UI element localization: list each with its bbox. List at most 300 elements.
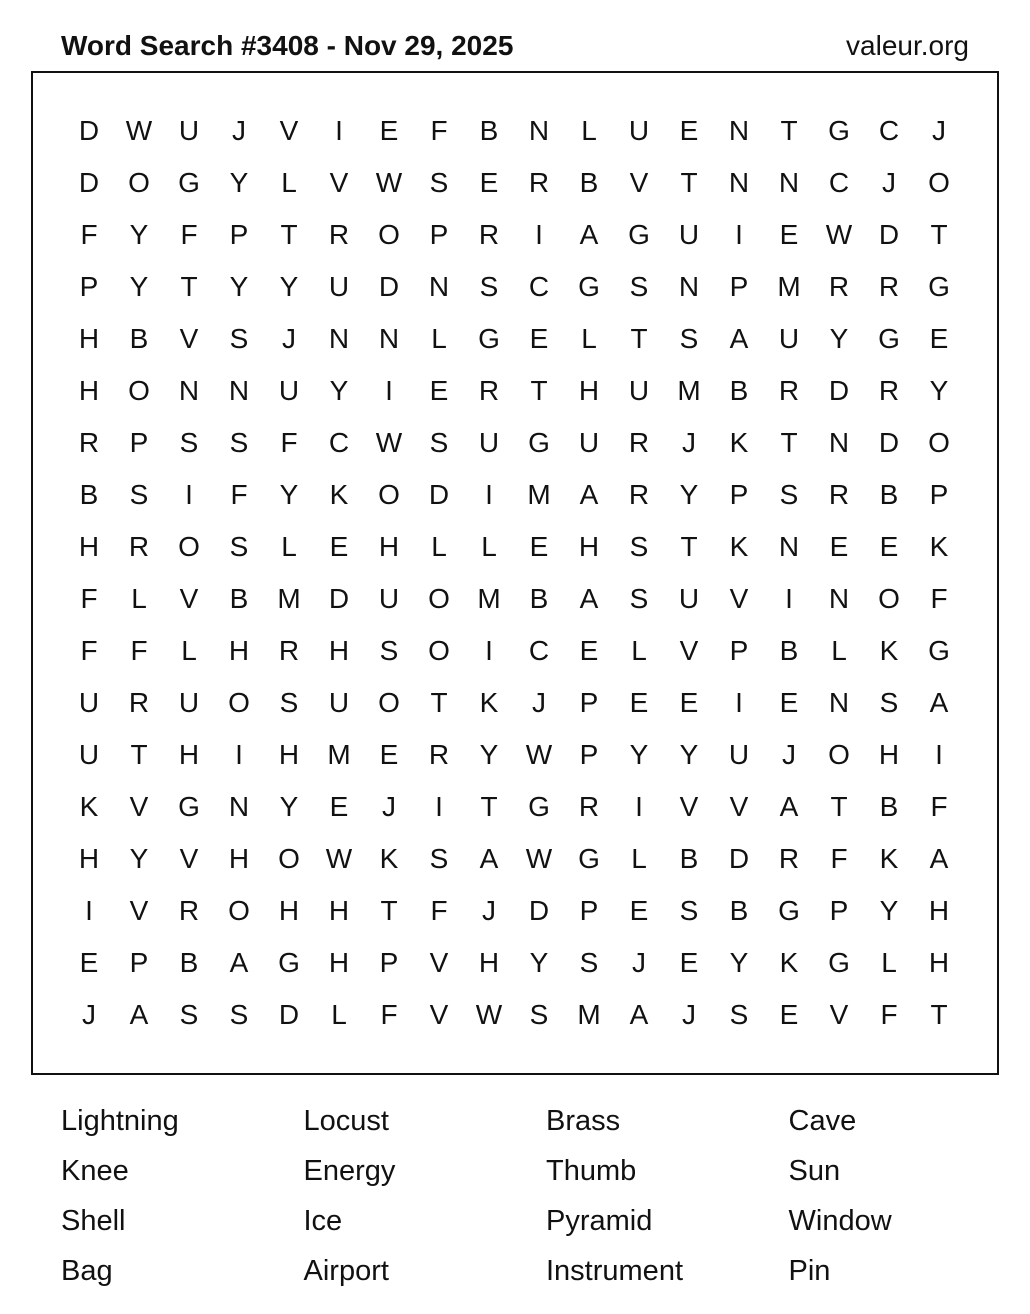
grid-letter[interactable]: L	[631, 843, 647, 874]
grid-letter[interactable]: Y	[829, 323, 849, 354]
grid-letter[interactable]: A	[579, 219, 599, 250]
grid-letter[interactable]: B	[729, 895, 749, 926]
grid-letter[interactable]: T	[430, 687, 448, 718]
grid-letter[interactable]: J	[82, 999, 96, 1030]
grid-letter[interactable]: T	[680, 531, 698, 562]
grid-letter[interactable]: U	[728, 739, 750, 770]
grid-letter[interactable]: E	[779, 219, 799, 250]
grid-letter[interactable]: D	[78, 167, 100, 198]
grid-letter[interactable]: N	[178, 375, 200, 406]
grid-letter[interactable]: C	[878, 115, 900, 146]
grid-letter[interactable]: I	[335, 115, 343, 146]
grid-letter[interactable]: Y	[129, 271, 149, 302]
grid-letter[interactable]: V	[179, 583, 199, 614]
grid-letter[interactable]: J	[882, 167, 896, 198]
grid-letter[interactable]: O	[128, 167, 150, 198]
grid-letter[interactable]: K	[879, 635, 899, 666]
grid-letter[interactable]: D	[78, 115, 100, 146]
grid-letter[interactable]: A	[729, 323, 749, 354]
grid-letter[interactable]: K	[79, 791, 99, 822]
grid-letter[interactable]: K	[379, 843, 399, 874]
grid-letter[interactable]: K	[929, 531, 949, 562]
grid-letter[interactable]: E	[879, 531, 899, 562]
grid-letter[interactable]: A	[929, 843, 949, 874]
grid-letter[interactable]: L	[181, 635, 197, 666]
grid-letter[interactable]: V	[129, 895, 149, 926]
grid-letter[interactable]: S	[529, 999, 549, 1030]
grid-letter[interactable]: S	[229, 427, 249, 458]
grid-letter[interactable]: W	[475, 999, 503, 1030]
grid-letter[interactable]: E	[429, 375, 449, 406]
grid-letter[interactable]: C	[328, 427, 350, 458]
grid-letter[interactable]: B	[779, 635, 799, 666]
grid-letter[interactable]: Y	[279, 479, 299, 510]
grid-letter[interactable]: F	[80, 583, 98, 614]
grid-letter[interactable]: D	[328, 583, 350, 614]
grid-letter[interactable]: V	[129, 791, 149, 822]
grid-letter[interactable]: S	[429, 427, 449, 458]
grid-letter[interactable]: T	[630, 323, 648, 354]
grid-letter[interactable]: R	[328, 219, 350, 250]
grid-letter[interactable]: L	[131, 583, 147, 614]
grid-letter[interactable]: L	[631, 635, 647, 666]
grid-letter[interactable]: S	[629, 271, 649, 302]
grid-letter[interactable]: P	[829, 895, 849, 926]
grid-letter[interactable]: G	[278, 947, 300, 978]
grid-letter[interactable]: O	[228, 895, 250, 926]
grid-letter[interactable]: U	[578, 427, 600, 458]
grid-letter[interactable]: S	[179, 427, 199, 458]
grid-letter[interactable]: E	[529, 323, 549, 354]
grid-letter[interactable]: W	[525, 739, 553, 770]
grid-letter[interactable]: R	[828, 271, 850, 302]
grid-letter[interactable]: B	[229, 583, 249, 614]
grid-letter[interactable]: Y	[879, 895, 899, 926]
grid-letter[interactable]: N	[728, 167, 750, 198]
grid-letter[interactable]: L	[431, 531, 447, 562]
grid-letter[interactable]: S	[379, 635, 399, 666]
grid-letter[interactable]: T	[180, 271, 198, 302]
grid-letter[interactable]: J	[232, 115, 246, 146]
grid-letter[interactable]: E	[779, 687, 799, 718]
grid-letter[interactable]: R	[878, 271, 900, 302]
grid-letter[interactable]: R	[78, 427, 100, 458]
grid-letter[interactable]: N	[828, 687, 850, 718]
grid-letter[interactable]: Y	[479, 739, 499, 770]
grid-letter[interactable]: E	[329, 531, 349, 562]
grid-letter[interactable]: A	[929, 687, 949, 718]
grid-letter[interactable]: M	[577, 999, 601, 1030]
grid-letter[interactable]: Y	[729, 947, 749, 978]
grid-letter[interactable]: K	[779, 947, 799, 978]
grid-letter[interactable]: T	[380, 895, 398, 926]
grid-letter[interactable]: O	[378, 687, 400, 718]
grid-letter[interactable]: I	[185, 479, 193, 510]
grid-letter[interactable]: E	[479, 167, 499, 198]
grid-letter[interactable]: E	[829, 531, 849, 562]
grid-letter[interactable]: H	[378, 531, 400, 562]
grid-letter[interactable]: S	[679, 895, 699, 926]
grid-letter[interactable]: F	[930, 583, 948, 614]
grid-letter[interactable]: O	[128, 375, 150, 406]
grid-letter[interactable]: D	[728, 843, 750, 874]
grid-letter[interactable]: S	[629, 583, 649, 614]
grid-letter[interactable]: O	[428, 635, 450, 666]
grid-letter[interactable]: A	[779, 791, 799, 822]
grid-letter[interactable]: V	[429, 999, 449, 1030]
grid-letter[interactable]: A	[229, 947, 249, 978]
grid-letter[interactable]: D	[828, 375, 850, 406]
grid-letter[interactable]: D	[528, 895, 550, 926]
grid-letter[interactable]: E	[529, 531, 549, 562]
grid-letter[interactable]: Y	[629, 739, 649, 770]
grid-letter[interactable]: S	[879, 687, 899, 718]
grid-letter[interactable]: V	[279, 115, 299, 146]
grid-letter[interactable]: R	[778, 843, 800, 874]
grid-letter[interactable]: R	[428, 739, 450, 770]
grid-letter[interactable]: D	[878, 219, 900, 250]
grid-letter[interactable]: K	[729, 427, 749, 458]
grid-letter[interactable]: S	[679, 323, 699, 354]
grid-letter[interactable]: S	[429, 843, 449, 874]
grid-letter[interactable]: Y	[279, 791, 299, 822]
grid-letter[interactable]: P	[379, 947, 399, 978]
grid-letter[interactable]: N	[828, 583, 850, 614]
grid-letter[interactable]: S	[229, 323, 249, 354]
grid-letter[interactable]: R	[128, 687, 150, 718]
grid-letter[interactable]: M	[327, 739, 351, 770]
grid-letter[interactable]: V	[629, 167, 649, 198]
grid-letter[interactable]: U	[178, 115, 200, 146]
grid-letter[interactable]: T	[930, 999, 948, 1030]
grid-letter[interactable]: K	[329, 479, 349, 510]
grid-letter[interactable]: J	[682, 427, 696, 458]
grid-letter[interactable]: L	[481, 531, 497, 562]
grid-letter[interactable]: Y	[279, 271, 299, 302]
grid-letter[interactable]: E	[929, 323, 949, 354]
grid-letter[interactable]: U	[778, 323, 800, 354]
grid-letter[interactable]: J	[282, 323, 296, 354]
grid-letter[interactable]: N	[228, 791, 250, 822]
grid-letter[interactable]: G	[828, 947, 850, 978]
grid-letter[interactable]: P	[729, 271, 749, 302]
grid-letter[interactable]: E	[629, 687, 649, 718]
grid-letter[interactable]: J	[532, 687, 546, 718]
grid-letter[interactable]: J	[932, 115, 946, 146]
grid-letter[interactable]: G	[528, 427, 550, 458]
grid-letter[interactable]: B	[879, 791, 899, 822]
grid-letter[interactable]: O	[228, 687, 250, 718]
grid-letter[interactable]: G	[778, 895, 800, 926]
grid-letter[interactable]: R	[628, 427, 650, 458]
grid-letter[interactable]: E	[379, 115, 399, 146]
grid-letter[interactable]: Y	[679, 739, 699, 770]
grid-letter[interactable]: H	[878, 739, 900, 770]
grid-letter[interactable]: V	[329, 167, 349, 198]
grid-letter[interactable]: D	[878, 427, 900, 458]
grid-letter[interactable]: I	[735, 219, 743, 250]
grid-letter[interactable]: J	[382, 791, 396, 822]
grid-letter[interactable]: W	[375, 427, 403, 458]
grid-letter[interactable]: D	[278, 999, 300, 1030]
grid-letter[interactable]: U	[478, 427, 500, 458]
grid-letter[interactable]: E	[629, 895, 649, 926]
grid-letter[interactable]: H	[478, 947, 500, 978]
grid-letter[interactable]: H	[278, 895, 300, 926]
grid-letter[interactable]: I	[385, 375, 393, 406]
grid-letter[interactable]: S	[129, 479, 149, 510]
grid-letter[interactable]: D	[428, 479, 450, 510]
grid-letter[interactable]: F	[880, 999, 898, 1030]
grid-letter[interactable]: H	[78, 375, 100, 406]
grid-letter[interactable]: E	[379, 739, 399, 770]
grid-letter[interactable]: V	[729, 791, 749, 822]
grid-letter[interactable]: B	[679, 843, 699, 874]
grid-letter[interactable]: H	[228, 635, 250, 666]
grid-letter[interactable]: O	[378, 219, 400, 250]
grid-letter[interactable]: R	[478, 375, 500, 406]
grid-letter[interactable]: T	[680, 167, 698, 198]
grid-letter[interactable]: A	[129, 999, 149, 1030]
grid-letter[interactable]: G	[578, 843, 600, 874]
grid-letter[interactable]: P	[729, 479, 749, 510]
grid-letter[interactable]: N	[428, 271, 450, 302]
grid-letter[interactable]: S	[429, 167, 449, 198]
grid-letter[interactable]: R	[628, 479, 650, 510]
grid-letter[interactable]: G	[628, 219, 650, 250]
grid-letter[interactable]: K	[879, 843, 899, 874]
grid-letter[interactable]: N	[228, 375, 250, 406]
grid-letter[interactable]: P	[729, 635, 749, 666]
grid-letter[interactable]: F	[280, 427, 298, 458]
grid-letter[interactable]: H	[78, 531, 100, 562]
grid-letter[interactable]: O	[878, 583, 900, 614]
grid-letter[interactable]: U	[678, 583, 700, 614]
grid-letter[interactable]: S	[629, 531, 649, 562]
grid-letter[interactable]: B	[479, 115, 499, 146]
grid-letter[interactable]: R	[278, 635, 300, 666]
grid-letter[interactable]: O	[428, 583, 450, 614]
grid-letter[interactable]: Y	[929, 375, 949, 406]
grid-letter[interactable]: T	[130, 739, 148, 770]
grid-letter[interactable]: T	[830, 791, 848, 822]
grid-letter[interactable]: I	[785, 583, 793, 614]
grid-letter[interactable]: F	[380, 999, 398, 1030]
grid-letter[interactable]: N	[378, 323, 400, 354]
grid-letter[interactable]: I	[935, 739, 943, 770]
grid-letter[interactable]: J	[782, 739, 796, 770]
grid-letter[interactable]: L	[831, 635, 847, 666]
grid-letter[interactable]: U	[678, 219, 700, 250]
grid-letter[interactable]: N	[778, 167, 800, 198]
grid-letter[interactable]: P	[129, 427, 149, 458]
grid-letter[interactable]: R	[478, 219, 500, 250]
grid-letter[interactable]: R	[778, 375, 800, 406]
grid-letter[interactable]: I	[485, 479, 493, 510]
grid-letter[interactable]: S	[779, 479, 799, 510]
grid-letter[interactable]: M	[777, 271, 801, 302]
grid-letter[interactable]: U	[178, 687, 200, 718]
grid-letter[interactable]: E	[79, 947, 99, 978]
grid-letter[interactable]: H	[228, 843, 250, 874]
grid-letter[interactable]: E	[779, 999, 799, 1030]
grid-letter[interactable]: P	[579, 687, 599, 718]
grid-letter[interactable]: L	[331, 999, 347, 1030]
grid-letter[interactable]: N	[528, 115, 550, 146]
grid-letter[interactable]: R	[878, 375, 900, 406]
grid-letter[interactable]: F	[830, 843, 848, 874]
grid-letter[interactable]: I	[235, 739, 243, 770]
grid-letter[interactable]: F	[130, 635, 148, 666]
grid-letter[interactable]: B	[729, 375, 749, 406]
grid-letter[interactable]: T	[480, 791, 498, 822]
grid-letter[interactable]: T	[780, 427, 798, 458]
grid-letter[interactable]: A	[479, 843, 499, 874]
grid-letter[interactable]: P	[579, 895, 599, 926]
grid-letter[interactable]: G	[928, 635, 950, 666]
grid-letter[interactable]: M	[277, 583, 301, 614]
grid-letter[interactable]: U	[328, 271, 350, 302]
grid-letter[interactable]: S	[279, 687, 299, 718]
grid-letter[interactable]: G	[578, 271, 600, 302]
grid-letter[interactable]: V	[429, 947, 449, 978]
grid-letter[interactable]: H	[328, 635, 350, 666]
grid-letter[interactable]: M	[677, 375, 701, 406]
grid-letter[interactable]: N	[728, 115, 750, 146]
grid-letter[interactable]: I	[85, 895, 93, 926]
grid-letter[interactable]: L	[281, 531, 297, 562]
grid-letter[interactable]: O	[828, 739, 850, 770]
grid-letter[interactable]: G	[478, 323, 500, 354]
grid-letter[interactable]: L	[581, 323, 597, 354]
grid-letter[interactable]: U	[628, 115, 650, 146]
grid-letter[interactable]: I	[635, 791, 643, 822]
grid-letter[interactable]: O	[378, 479, 400, 510]
grid-letter[interactable]: W	[325, 843, 353, 874]
grid-letter[interactable]: I	[435, 791, 443, 822]
grid-letter[interactable]: T	[530, 375, 548, 406]
grid-letter[interactable]: V	[729, 583, 749, 614]
grid-letter[interactable]: N	[328, 323, 350, 354]
grid-letter[interactable]: W	[375, 167, 403, 198]
grid-letter[interactable]: G	[528, 791, 550, 822]
grid-letter[interactable]: O	[278, 843, 300, 874]
grid-letter[interactable]: A	[629, 999, 649, 1030]
grid-letter[interactable]: Y	[529, 947, 549, 978]
grid-letter[interactable]: V	[679, 635, 699, 666]
grid-letter[interactable]: B	[579, 167, 599, 198]
grid-letter[interactable]: T	[930, 219, 948, 250]
grid-letter[interactable]: H	[328, 895, 350, 926]
grid-letter[interactable]: C	[528, 271, 550, 302]
grid-letter[interactable]: W	[525, 843, 553, 874]
grid-letter[interactable]: L	[581, 115, 597, 146]
grid-letter[interactable]: U	[78, 739, 100, 770]
grid-letter[interactable]: U	[328, 687, 350, 718]
grid-letter[interactable]: V	[179, 843, 199, 874]
grid-letter[interactable]: B	[879, 479, 899, 510]
grid-letter[interactable]: H	[78, 323, 100, 354]
grid-letter[interactable]: F	[430, 895, 448, 926]
grid-letter[interactable]: Y	[229, 271, 249, 302]
grid-letter[interactable]: R	[578, 791, 600, 822]
grid-letter[interactable]: E	[679, 687, 699, 718]
grid-letter[interactable]: P	[229, 219, 249, 250]
grid-letter[interactable]: H	[578, 531, 600, 562]
grid-letter[interactable]: L	[431, 323, 447, 354]
grid-letter[interactable]: I	[485, 635, 493, 666]
grid-letter[interactable]: Y	[679, 479, 699, 510]
grid-letter[interactable]: R	[128, 531, 150, 562]
grid-letter[interactable]: E	[329, 791, 349, 822]
grid-letter[interactable]: P	[79, 271, 99, 302]
grid-letter[interactable]: N	[828, 427, 850, 458]
grid-letter[interactable]: L	[881, 947, 897, 978]
grid-letter[interactable]: G	[828, 115, 850, 146]
grid-letter[interactable]: J	[632, 947, 646, 978]
grid-letter[interactable]: J	[682, 999, 696, 1030]
grid-letter[interactable]: H	[178, 739, 200, 770]
grid-letter[interactable]: T	[280, 219, 298, 250]
grid-letter[interactable]: A	[579, 583, 599, 614]
grid-letter[interactable]: F	[180, 219, 198, 250]
grid-letter[interactable]: F	[930, 791, 948, 822]
grid-letter[interactable]: G	[878, 323, 900, 354]
grid-letter[interactable]: O	[178, 531, 200, 562]
grid-letter[interactable]: S	[229, 531, 249, 562]
grid-letter[interactable]: I	[535, 219, 543, 250]
grid-letter[interactable]: S	[179, 999, 199, 1030]
grid-letter[interactable]: R	[828, 479, 850, 510]
grid-letter[interactable]: I	[735, 687, 743, 718]
grid-letter[interactable]: W	[125, 115, 153, 146]
grid-letter[interactable]: B	[529, 583, 549, 614]
grid-letter[interactable]: R	[178, 895, 200, 926]
grid-letter[interactable]: S	[479, 271, 499, 302]
grid-letter[interactable]: F	[80, 219, 98, 250]
grid-letter[interactable]: F	[230, 479, 248, 510]
grid-letter[interactable]: L	[281, 167, 297, 198]
grid-letter[interactable]: F	[80, 635, 98, 666]
grid-letter[interactable]: S	[729, 999, 749, 1030]
grid-letter[interactable]: E	[679, 947, 699, 978]
grid-letter[interactable]: O	[928, 427, 950, 458]
grid-letter[interactable]: H	[578, 375, 600, 406]
grid-letter[interactable]: G	[178, 167, 200, 198]
grid-letter[interactable]: W	[825, 219, 853, 250]
grid-letter[interactable]: H	[928, 895, 950, 926]
grid-letter[interactable]: N	[678, 271, 700, 302]
grid-letter[interactable]: Y	[129, 219, 149, 250]
grid-letter[interactable]: A	[579, 479, 599, 510]
grid-letter[interactable]: U	[628, 375, 650, 406]
grid-letter[interactable]: P	[129, 947, 149, 978]
grid-letter[interactable]: U	[78, 687, 100, 718]
grid-letter[interactable]: V	[829, 999, 849, 1030]
grid-letter[interactable]: V	[679, 791, 699, 822]
grid-letter[interactable]: U	[278, 375, 300, 406]
grid-letter[interactable]: P	[429, 219, 449, 250]
grid-letter[interactable]: Y	[329, 375, 349, 406]
grid-letter[interactable]: S	[229, 999, 249, 1030]
grid-letter[interactable]: G	[178, 791, 200, 822]
grid-letter[interactable]: P	[579, 739, 599, 770]
grid-letter[interactable]: T	[780, 115, 798, 146]
grid-letter[interactable]: D	[378, 271, 400, 302]
grid-letter[interactable]: C	[528, 635, 550, 666]
grid-letter[interactable]: P	[929, 479, 949, 510]
grid-letter[interactable]: E	[679, 115, 699, 146]
